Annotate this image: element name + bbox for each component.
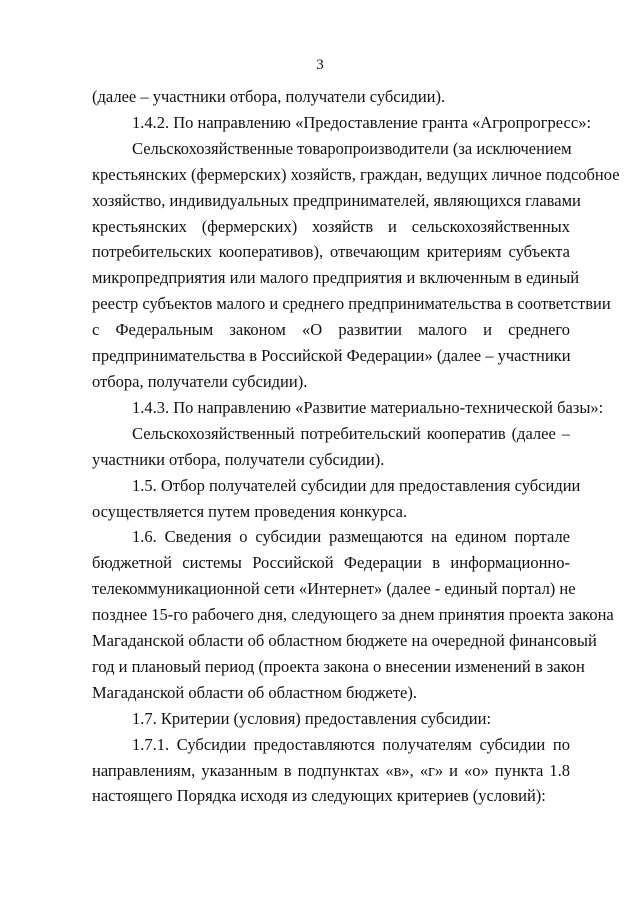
text-line: хозяйство, индивидуальных предпринимателей, являющихся главами	[92, 190, 581, 210]
text-line: крестьянских (фермерских) хозяйств и сельскохозяйственных	[92, 216, 570, 236]
text-line: направлениям, указанным в подпунктах «в», «г» и «о» пункта 1.8	[92, 760, 570, 780]
text-line: Сельскохозяйственный потребительский кооператив (далее –	[132, 423, 570, 443]
text-line: 1.7. Критерии (условия) предоставления субсидии:	[132, 708, 492, 728]
text-line: крестьянских (фермерских) хозяйств, граждан, ведущих личное подсобное	[92, 164, 620, 184]
text-line: с Федеральным законом «О развитии малого и среднего	[92, 320, 570, 340]
text-line: потребительских кооперативов), отвечающим критериям субъекта	[92, 242, 570, 262]
page-number: 3	[316, 57, 324, 73]
text-line: 1.4.2. По направлению «Предоставление гранта «Агропрогресс»:	[132, 112, 592, 132]
text-line: настоящего Порядка исходя из следующих критериев (условий):	[92, 786, 546, 806]
text-line: 1.5. Отбор получателей субсидии для предоставления субсидии	[132, 475, 581, 495]
text-line: участники отбора, получатели субсидии).	[92, 449, 385, 469]
text-line: (далее – участники отбора, получатели субсидии).	[92, 87, 446, 106]
text-line: микропредприятия или малого предприятия и включенным в единый	[92, 268, 580, 288]
text-line: Магаданской области об областном бюджете на очередной финансовый	[92, 631, 597, 651]
text-line: 1.6. Сведения о субсидии размещаются на едином портале	[132, 527, 570, 547]
text-line: Магаданской области об областном бюджете).	[92, 682, 417, 702]
text-line: год и плановый период (проекта закона о внесении изменений в закон	[92, 656, 585, 676]
text-line: реестр субъектов малого и среднего предпринимательства в соответствии	[92, 294, 611, 314]
text-line: предпринимательства в Российской Федерации» (далее – участники	[92, 346, 571, 366]
document-body	[92, 84, 620, 809]
text-line: телекоммуникационной сети «Интернет» (далее - единый портал) не	[92, 579, 576, 599]
text-line: осуществляется путем проведения конкурса.	[92, 501, 408, 521]
text-line: отбора, получатели субсидии).	[92, 371, 308, 391]
text-line: 1.7.1. Субсидии предоставляются получателям субсидии по	[132, 734, 570, 754]
text-line: Сельскохозяйственные товаропроизводители (за исключением	[132, 138, 572, 158]
text-line: бюджетной системы Российской Федерации в информационно-	[92, 553, 570, 573]
text-line: 1.4.3. По направлению «Развитие материально-технической базы»:	[132, 397, 604, 417]
text-line: позднее 15-го рабочего дня, следующего за днем принятия проекта закона	[92, 605, 614, 625]
